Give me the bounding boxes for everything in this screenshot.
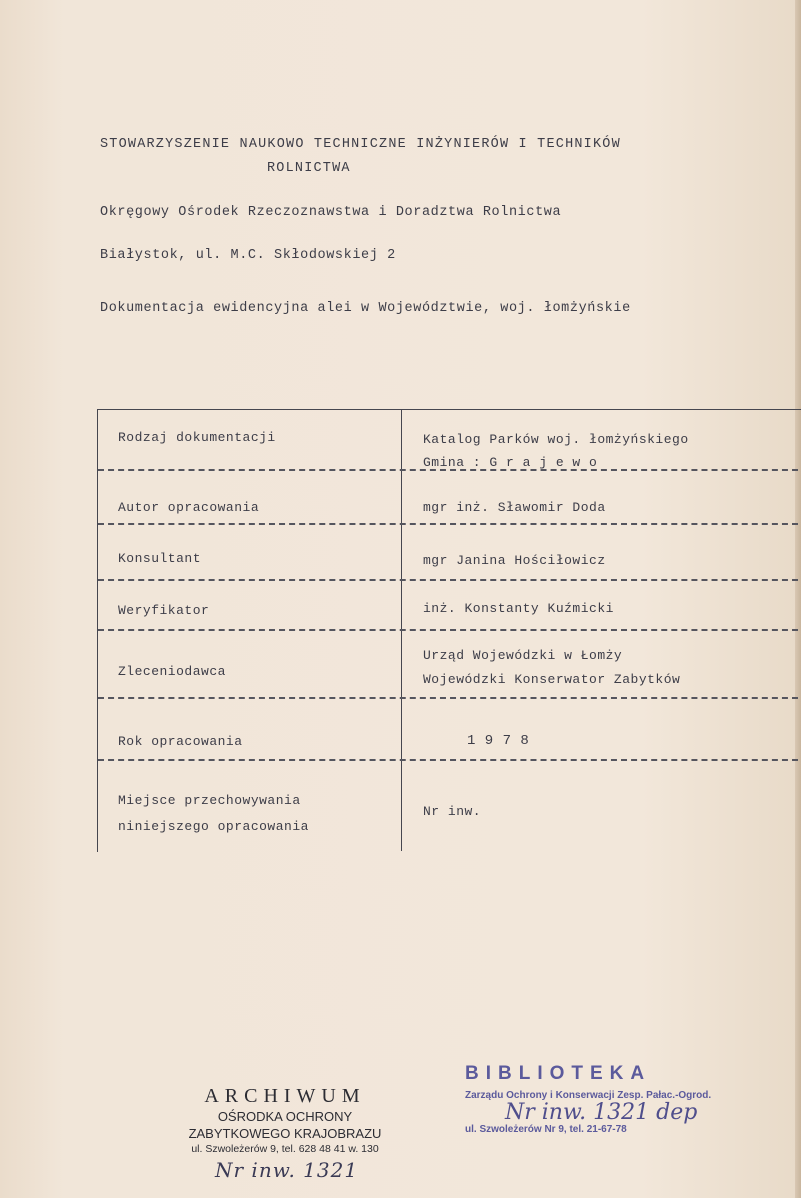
row-divider — [98, 697, 798, 699]
row-divider — [98, 629, 798, 631]
library-stamp-line: Zarządu Ochrony i Konserwacji Zesp. Pałac.-Ogrod. — [465, 1090, 712, 1101]
library-stamp-title: BIBLIOTEKA — [465, 1063, 652, 1084]
row-value: Nr inw. — [423, 804, 482, 819]
archive-stamp-line: OŚRODKA OCHRONY — [217, 1109, 353, 1124]
organization-name: STOWARZYSZENIE NAUKOWO TECHNICZNE INŻYNIERÓW I TECHNIKÓW — [100, 137, 621, 152]
archive-stamp — [160, 1085, 410, 1157]
row-label: Weryfikator — [118, 603, 210, 618]
office-name: Okręgowy Ośrodek Rzeczoznawstwa i Doradztwa Rolnictwa — [100, 205, 562, 220]
row-divider — [98, 523, 798, 525]
archive-stamp-line: ZABYTKOWEGO KRAJOBRAZU — [188, 1126, 382, 1141]
library-stamp-address: ul. Szwoleżerów Nr 9, tel. 21-67-78 — [465, 1124, 627, 1135]
row-value-line2: Wojewódzki Konserwator Zabytków — [423, 672, 681, 687]
row-divider — [98, 759, 798, 761]
handwritten-inventory-number: Nr inw. 1321 — [215, 1158, 359, 1182]
row-label: Autor opracowania — [118, 500, 260, 515]
row-value: mgr inż. Sławomir Doda — [423, 500, 606, 515]
row-divider — [98, 579, 798, 581]
row-label-line2: niniejszego opracowania — [118, 819, 309, 834]
row-value: 1 9 7 8 — [467, 733, 530, 749]
row-value: mgr Janina Hościłowicz — [423, 553, 606, 568]
row-label: Rodzaj dokumentacji — [118, 430, 276, 445]
document-title: Dokumentacja ewidencyjna alei w Województwie, woj. łomżyńskie — [100, 301, 631, 316]
row-value-line2: Gmina : G r a j e w o — [423, 455, 598, 470]
row-label: Rok opracowania — [118, 734, 243, 749]
row-value: Urząd Wojewódzki w Łomży — [423, 648, 623, 663]
row-value: Katalog Parków woj. łomżyńskiego — [423, 432, 689, 447]
archive-stamp-title: ARCHIWUM — [204, 1085, 366, 1107]
organization-name-cont: ROLNICTWA — [267, 161, 351, 176]
row-label: Zleceniodawca — [118, 664, 226, 679]
row-label: Konsultant — [118, 551, 202, 566]
archive-stamp-address: ul. Szwoleżerów 9, tel. 628 48 41 w. 130 — [191, 1143, 379, 1155]
row-label: Miejsce przechowywania — [118, 793, 301, 808]
row-value: inż. Konstanty Kuźmicki — [423, 601, 614, 616]
office-address: Białystok, ul. M.C. Skłodowskiej 2 — [100, 248, 396, 263]
library-handwritten-number: Nr inw. 1321 dep — [505, 1100, 698, 1125]
